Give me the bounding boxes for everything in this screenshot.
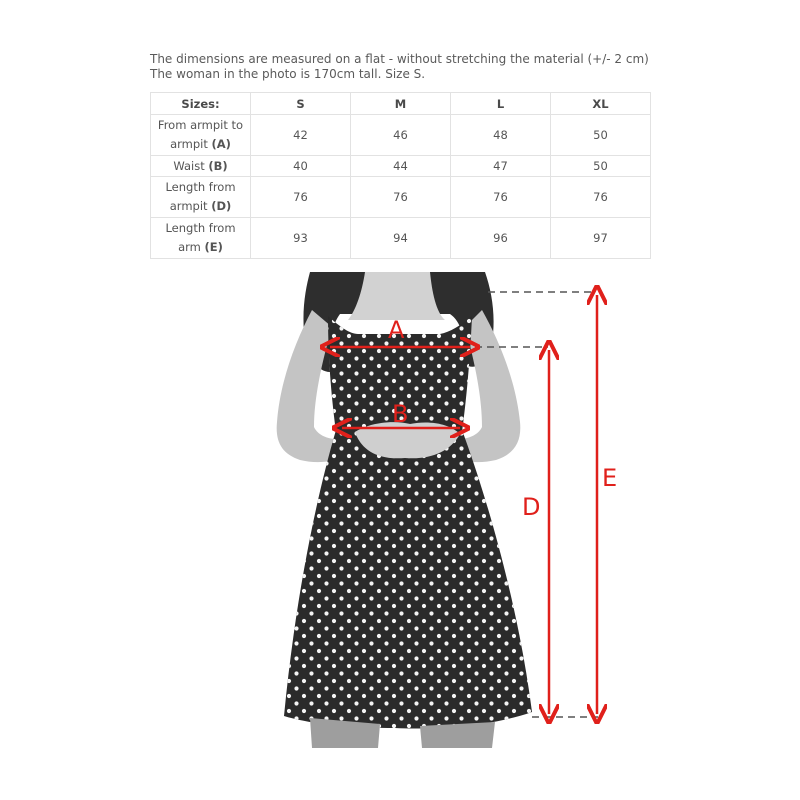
- row-label-length-from-arm: Length from arm (E): [151, 218, 251, 259]
- table-cell: 96: [451, 218, 551, 259]
- label-e: E: [602, 464, 618, 492]
- size-table: [150, 92, 651, 259]
- label-d: D: [522, 493, 541, 521]
- table-row: [151, 115, 651, 156]
- table-cell: 50: [551, 156, 651, 177]
- table-cell: 40: [251, 156, 351, 177]
- intro-line-1: The dimensions are measured on a flat - without stretching the material (+/- 2 cm): [150, 52, 649, 66]
- measurement-intro: [150, 52, 649, 82]
- size-header-xl: XL: [551, 93, 651, 115]
- table-cell: 76: [351, 177, 451, 218]
- table-cell: 76: [451, 177, 551, 218]
- label-a: A: [388, 316, 405, 344]
- dress-diagram: [270, 272, 630, 748]
- row-label-waist: Waist (B): [151, 156, 251, 177]
- row-label-armpit-to-armpit: From armpit to armpit (A): [151, 115, 251, 156]
- table-cell: 97: [551, 218, 651, 259]
- table-row: [151, 218, 651, 259]
- table-cell: 50: [551, 115, 651, 156]
- sizes-header-label: Sizes:: [151, 93, 251, 115]
- table-row: [151, 177, 651, 218]
- table-cell: 42: [251, 115, 351, 156]
- table-cell: 48: [451, 115, 551, 156]
- table-cell: 76: [551, 177, 651, 218]
- table-cell: 44: [351, 156, 451, 177]
- size-header-s: S: [251, 93, 351, 115]
- table-cell: 93: [251, 218, 351, 259]
- table-cell: 47: [451, 156, 551, 177]
- size-header-m: M: [351, 93, 451, 115]
- table-cell: 46: [351, 115, 451, 156]
- size-header-row: [151, 93, 651, 115]
- table-row: [151, 156, 651, 177]
- dress-measurement-photo: [270, 272, 630, 748]
- label-b: B: [392, 400, 409, 428]
- table-cell: 94: [351, 218, 451, 259]
- size-header-l: L: [451, 93, 551, 115]
- intro-line-2: The woman in the photo is 170cm tall. Size S.: [150, 67, 426, 81]
- table-cell: 76: [251, 177, 351, 218]
- row-label-length-from-armpit: Length from armpit (D): [151, 177, 251, 218]
